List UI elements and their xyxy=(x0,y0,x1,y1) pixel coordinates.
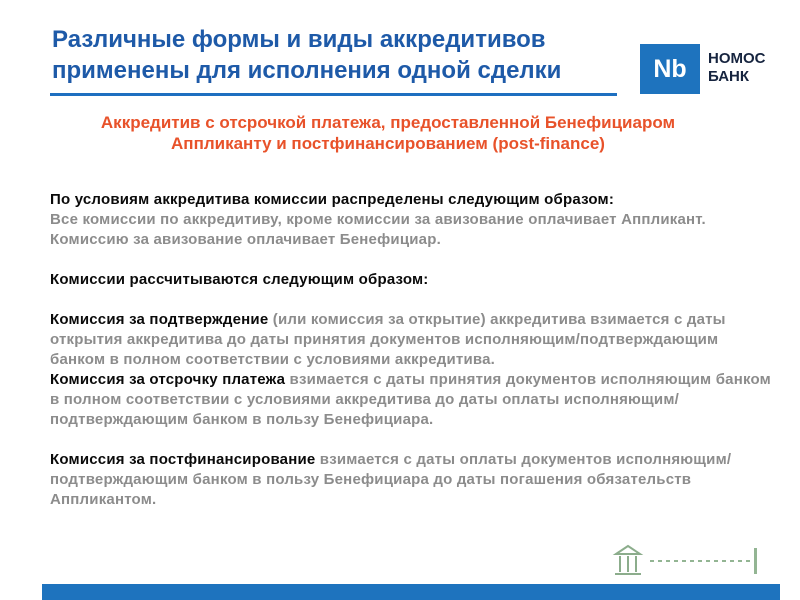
postfinance-commission-text: взимается с даты оплаты документов исполняющим/подтверждающим банком в пользу Бенефициара до даты погашения обязательств Аппликантом. xyxy=(50,451,732,508)
paragraph-spacer xyxy=(50,250,775,270)
bank-logo-line1: НОМОС xyxy=(708,50,766,67)
paragraph-spacer xyxy=(50,430,775,450)
postfinance-commission-paragraph xyxy=(50,450,775,510)
commissions-calculation-heading: Комиссии рассчитываются следующим образом: xyxy=(50,271,429,288)
confirmation-commission-paragraph xyxy=(50,310,775,370)
deferral-commission-text: взимается с даты принятия документов исполняющим банком в полном соответствии с условиями аккредитива до даты оплаты исполняющим/подтверждающим банком в пользу Бенефициара. xyxy=(50,371,771,428)
footer-bar xyxy=(42,584,780,600)
commissions-distribution-heading: По условиям аккредитива комиссии распределены следующим образом: xyxy=(50,191,615,208)
slide-body xyxy=(50,190,775,510)
commissions-applicant-text: Все комиссии по аккредитиву, кроме комиссии за авизование оплачивает Аппликант. xyxy=(50,211,706,228)
commissions-beneficiary-text: Комиссию за авизование оплачивает Бенефициар. xyxy=(50,231,441,248)
bank-logo-line2: БАНК xyxy=(708,68,750,85)
title-underline xyxy=(50,93,617,96)
confirmation-commission-text: (или комиссия за открытие) аккредитива взимается с даты открытия аккредитива до даты принятия документов исполняющим/подтверждающим банком в полном соответствии с условиями аккредитива. xyxy=(50,311,726,368)
deferral-commission-paragraph xyxy=(50,370,775,430)
paragraph-spacer xyxy=(50,290,775,310)
deferral-commission-term: Комиссия за отсрочку платежа xyxy=(50,371,286,388)
slide-subtitle: Аккредитив с отсрочкой платежа, предоставленной Бенефициаром Аппликанту и постфинансированием (post-finance) xyxy=(100,113,676,153)
bank-logo-mark: Nb xyxy=(640,44,700,94)
slide-title: Различные формы и виды аккредитивов применены для исполнения одной сделки xyxy=(52,26,562,84)
confirmation-commission-term: Комиссия за подтверждение xyxy=(50,311,269,328)
bank-logo-text xyxy=(708,50,788,86)
postfinance-commission-term: Комиссия за постфинансирование xyxy=(50,451,316,468)
bank-building-icon xyxy=(612,538,762,578)
